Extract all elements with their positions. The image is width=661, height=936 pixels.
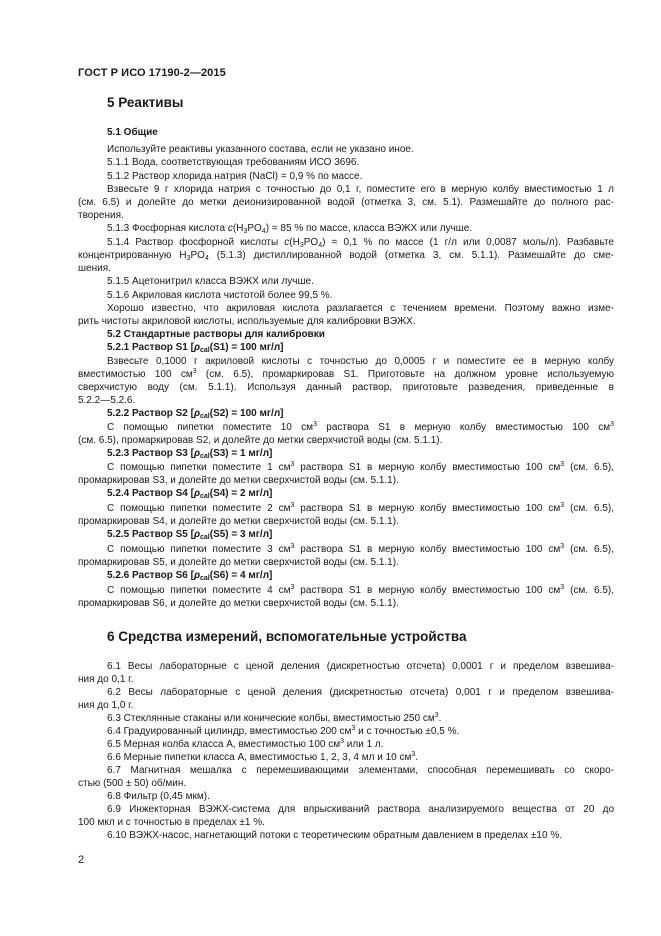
item-6-4: 6.4 Градуированный цилиндр, вместимостью 200 $см^3$ и с точностью ±0,5 %.	[107, 725, 460, 737]
item-6-7-line1: 6.7 Магнитная мешалка с перемешивающими элементами, способная перемешивать со скоро-	[107, 765, 614, 776]
item-5-2-1-line3: сверхчистую воду (см. 5.1.1). Используя данный раствор, приготовьте разведения, приведенные в	[78, 382, 614, 393]
item-5-2-3-title: 5.2.3 Раствор S3 [$\rho_{cal}(S3) = 1$ мг/л]	[107, 448, 273, 460]
item-5-1-5: 5.1.5 Ацетонитрил класса ВЭЖХ или лучше.	[107, 276, 314, 287]
item-5-2-3-line1: С помощью пипетки поместите 1 $см^3$ раствора S1 в мерную колбу вместимостью 100 $см^3$ (см. 6.5),	[107, 461, 614, 473]
item-6-7-line2: стью (500 ± 50) об/мин.	[78, 778, 187, 789]
item-5-1-3: 5.1.3 Фосфорная кислота $c(H_3PO_4) = 85$ % по массе, класса ВЭЖХ или лучше.	[107, 223, 473, 235]
section-6-title: 6 Средства измерений, вспомогательные устройства	[107, 629, 467, 644]
item-5-2-4-title: 5.2.4 Раствор S4 [$\rho_{cal}(S4) = 2$ мг/л]	[107, 488, 273, 500]
item-5-2-6-line2: промаркировав S6, и долейте до метки сверхчистой воды (см. 5.1.1).	[78, 598, 399, 609]
paragraph-5-1-intro: Используйте реактивы указанного состава, если не указано иное.	[107, 144, 414, 155]
item-5-1-2-line1: Взвесьте 9 г хлорида натрия с точностью до 0,1 г, поместите его в мерную колбу вместимостью 1 л	[107, 184, 614, 195]
item-6-9-line1: 6.9 Инжекторная ВЭЖХ-система для впрыскиваний раствора анализируемого вещества от 20 до	[107, 804, 614, 815]
item-5-1-6: 5.1.6 Акриловая кислота чистотой более 99,5 %.	[107, 290, 333, 301]
item-5-2-5-title: 5.2.5 Раствор S5 [$\rho_{cal}(S5) = 3$ мг/л]	[107, 529, 273, 541]
item-5-2-4-line1: С помощью пипетки поместите 2 $см^3$ раствора S1 в мерную колбу вместимостью 100 $см^3$ (см. 6.5),	[107, 502, 614, 514]
note-acrylic-line1: Хорошо известно, что акриловая кислота разлагается с течением времени. Поэтому важно измe-	[107, 303, 614, 314]
item-6-8: 6.8 Фильтр (0,45 мкм).	[107, 791, 210, 802]
item-5-2-2-line2: (см. 6.5), промаркировав S2, и долейте до метки сверхчистой воды (см. 5.1.1).	[78, 435, 443, 446]
item-6-10: 6.10 ВЭЖХ-насос, нагнетающий потоки с теоретическим обратным давлением в пределах ±10 %.	[107, 830, 562, 841]
page-number: 2	[78, 854, 85, 866]
item-5-2-6-line1: С помощью пипетки поместите 4 $см^3$ раствора S1 в мерную колбу вместимостью 100 $см^3$ (см. 6.5),	[107, 584, 614, 596]
item-6-5: 6.5 Мерная колба класса А, вместимостью 100 $см^3$ или 1 л.	[107, 738, 384, 750]
item-5-1-2-line3: творения.	[78, 210, 124, 221]
item-6-2-line1: 6.2 Весы лабораторные с ценой деления (дискретностью отсчета) 0,001 г и пределом взвешива-	[107, 687, 614, 698]
item-5-2-3-line2: промаркировав S3, и долейте до метки сверхчистой воды (см. 5.1.1).	[78, 475, 399, 486]
item-6-1-line1: 6.1 Весы лабораторные с ценой деления (дискретностью отсчета) 0,0001 г и пределом взвешива-	[107, 661, 614, 672]
running-header: ГОСТ Р ИСО 17190-2—2015	[78, 67, 226, 79]
item-6-3: 6.3 Стеклянные стаканы или конические колбы, вместимостью 250 $см^3$.	[107, 712, 442, 724]
note-acrylic-line2: рить чистоты акриловой кислоты, используемые для калибровки ВЭЖХ.	[78, 316, 416, 327]
item-5-1-1: 5.1.1 Вода, соответствующая требованиям ИСО 3696.	[107, 157, 360, 168]
item-6-1-line2: ния до 0,1 г.	[78, 674, 134, 685]
item-5-1-4-line1: 5.1.4 Раствор фосфорной кислоты $c(H_3PO_4) = 0,1$ % по массе (1 г/л или 0,0087 моль/л). Разбавьте	[107, 237, 614, 249]
item-5-2-5-line2: промаркировав S5, и долейте до метки сверхчистой воды (см. 5.1.1).	[78, 557, 399, 568]
item-5-2-1-title: 5.2.1 Раствор S1 [$\rho_{cal}(S1) = 100$ мг/л]	[107, 342, 284, 354]
item-5-1-2-line2: (см. 6.5) и долейте до метки деионизированной водой (отметка 3, см. 5.1). Размешайте до полного рас-	[78, 197, 614, 208]
item-6-9-line2: 100 мкл и с точностью в пределах ±1 %.	[78, 817, 265, 828]
item-5-2-2-title: 5.2.2 Раствор S2 [$\rho_{cal}(S2) = 100$ мг/л]	[107, 408, 284, 420]
subsection-5-1-title: 5.1 Общие	[107, 127, 158, 138]
item-5-2-5-line1: С помощью пипетки поместите 3 $см^3$ раствора S1 в мерную колбу вместимостью 100 $см^3$ (см. 6.5),	[107, 543, 614, 555]
item-5-2-1-line1: Взвесьте 0,1000 г акриловой кислоты с точностью до 0,0005 г и поместите ее в мерную колбу	[107, 356, 614, 367]
item-6-2-line2: ния до 1,0 г.	[78, 700, 134, 711]
section-5-title: 5 Реактивы	[107, 95, 184, 110]
item-5-1-4-line3: шения.	[78, 263, 111, 274]
item-6-6: 6.6 Мерные пипетки класса А, вместимостью 1, 2, 3, 4 мл и 10 $см^3$.	[107, 751, 419, 763]
item-5-2-6-title: 5.2.6 Раствор S6 [$\rho_{cal}(S6) = 4$ мг/л]	[107, 570, 273, 582]
subsection-5-2-title: 5.2 Стандартные растворы для калибровки	[107, 329, 325, 340]
item-5-2-1-line4: 5.2.2—5.2.6.	[78, 395, 136, 406]
item-5-2-2-line1: С помощью пипетки поместите 10 $см^3$ раствора S1 в мерную колбу вместимостью 100 $см^3$	[107, 421, 614, 433]
item-5-1-2: 5.1.2 Раствор хлорида натрия (NaCl) = 0,9 % по массе.	[107, 171, 363, 182]
item-5-1-4-line2: концентрированную $H_3PO_4$ (5.1.3) дистиллированной водой (отметка 3, см. 5.1.1). Размешайте до сме-	[78, 250, 614, 262]
item-5-2-1-line2: вместимостью 100 $см^3$ (см. 6.5), промаркировав S1. Приготовьте на должном уровне используемую	[78, 368, 614, 380]
item-5-2-4-line2: промаркировав S4, и долейте до метки сверхчистой воды (см. 5.1.1).	[78, 516, 399, 527]
